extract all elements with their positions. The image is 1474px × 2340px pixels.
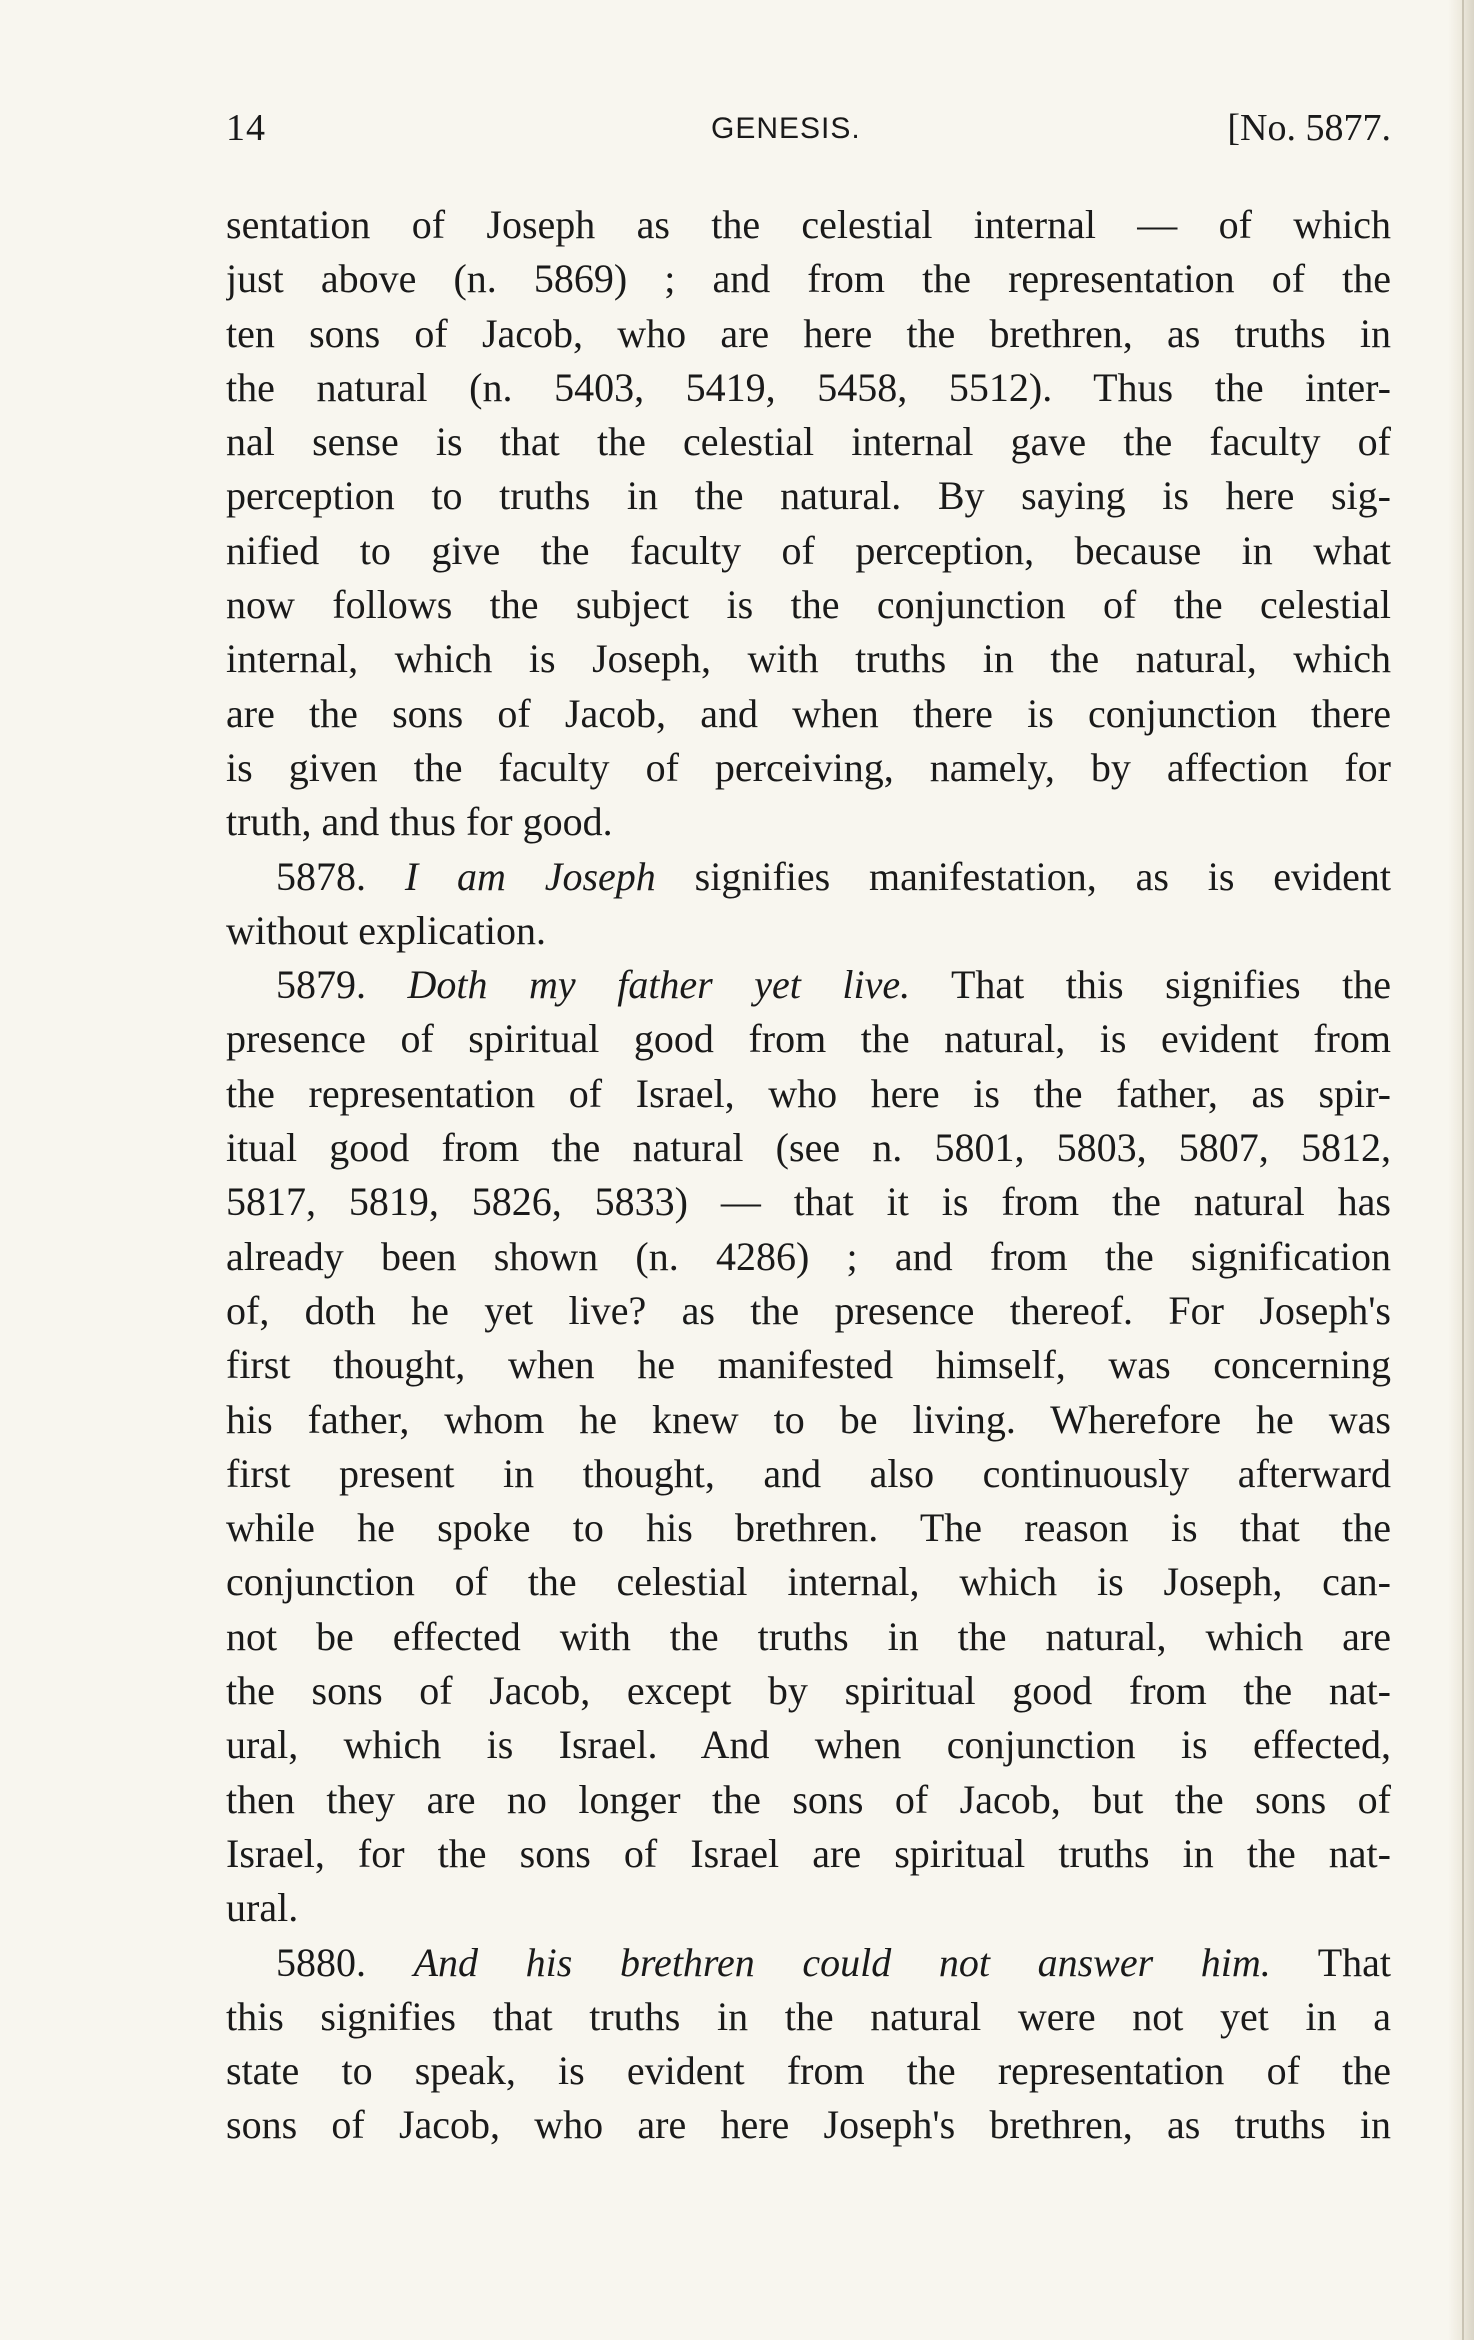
text-run: signifies manifestation, as is evident xyxy=(694,853,1391,899)
text-line: 5817, 5819, 5826, 5833) — that it is from the natural has xyxy=(226,1179,1391,1225)
text-line: the sons of Jacob, except by spiritual good from the nat- xyxy=(226,1668,1391,1714)
page-edge xyxy=(1448,0,1474,2340)
text-line: itual good from the natural (see n. 5801, 5803, 5807, 5812, xyxy=(226,1125,1391,1171)
text-line: his father, whom he knew to be living. Wherefore he was xyxy=(226,1396,1391,1442)
paragraph-first-line xyxy=(226,958,1391,1012)
text-line: already been shown (n. 4286) ; and from the signification xyxy=(226,1233,1391,1279)
lead-in-italic: And his brethren could not answer him. xyxy=(413,1939,1271,1985)
text-line: state to speak, is evident from the representation of the xyxy=(226,2048,1391,2094)
page-number: 14 xyxy=(226,107,266,149)
text-line: internal, which is Joseph, with truths in the natural, which xyxy=(226,636,1391,682)
text-line: this signifies that truths in the natural were not yet in a xyxy=(226,1993,1391,2039)
text-line: conjunction of the celestial internal, which is Joseph, can- xyxy=(226,1559,1391,1605)
text-line: perception to truths in the natural. By saying is here sig- xyxy=(226,473,1391,519)
text-line: sons of Jacob, who are here Joseph's brethren, as truths in xyxy=(226,2102,1391,2148)
text-line: then they are no longer the sons of Jacob, but the sons of xyxy=(226,1776,1391,1822)
text-line: without explication. xyxy=(226,907,546,953)
text-line: of, doth he yet live? as the presence thereof. For Joseph's xyxy=(226,1287,1391,1333)
text-line: is given the faculty of perceiving, namely, by affection for xyxy=(226,744,1391,790)
paragraph-5878 xyxy=(226,850,1391,959)
text-line: ten sons of Jacob, who are here the brethren, as truths in xyxy=(226,310,1391,356)
text-line: first thought, when he manifested himself, was concerning xyxy=(226,1342,1391,1388)
page-edge-line xyxy=(1462,0,1464,2340)
text-line: nal sense is that the celestial internal gave the faculty of xyxy=(226,419,1391,465)
paragraph-continuation xyxy=(226,198,1391,850)
text-line: truth, and thus for good. xyxy=(226,799,613,845)
section-reference: [No. 5877. xyxy=(1227,107,1391,149)
running-title: GENESIS. xyxy=(711,112,861,145)
text-line: first present in thought, and also continuously afterward xyxy=(226,1450,1391,1496)
text-run: That xyxy=(1317,1939,1391,1985)
text-line: just above (n. 5869) ; and from the representation of the xyxy=(226,256,1391,302)
paragraph-number: 5878. xyxy=(276,853,366,899)
text-line: sentation of Joseph as the celestial internal — of which xyxy=(226,202,1391,247)
text-line: now follows the subject is the conjunction of the celestial xyxy=(226,582,1391,628)
lead-in-italic: I am Joseph xyxy=(404,853,656,899)
text-line: not be effected with the truths in the natural, which are xyxy=(226,1613,1391,1659)
text-line: the representation of Israel, who here is the father, as spir- xyxy=(226,1070,1391,1116)
paragraph-5880 xyxy=(226,1936,1391,2153)
text-run: That this signifies the xyxy=(950,962,1391,1008)
paragraph-number: 5880. xyxy=(276,1939,366,1985)
running-header xyxy=(226,106,1391,160)
text-line: presence of spiritual good from the natural, is evident from xyxy=(226,1016,1391,1062)
text-line: are the sons of Jacob, and when there is conjunction there xyxy=(226,690,1391,736)
paragraph-first-line xyxy=(226,1936,1391,1990)
text-line: ural. xyxy=(226,1885,299,1931)
text-line: nified to give the faculty of perception, because in what xyxy=(226,527,1391,573)
body-text xyxy=(226,198,1391,2153)
text-line: Israel, for the sons of Israel are spiritual truths in the nat- xyxy=(226,1830,1391,1876)
paragraph-5879 xyxy=(226,958,1391,1935)
paragraph-first-line xyxy=(226,850,1391,904)
text-line: while he spoke to his brethren. The reason is that the xyxy=(226,1505,1391,1551)
text-line: the natural (n. 5403, 5419, 5458, 5512). Thus the inter- xyxy=(226,364,1391,410)
lead-in-italic: Doth my father yet live. xyxy=(407,962,911,1008)
paragraph-number: 5879. xyxy=(276,962,366,1008)
text-line: ural, which is Israel. And when conjunction is effected, xyxy=(226,1722,1391,1768)
